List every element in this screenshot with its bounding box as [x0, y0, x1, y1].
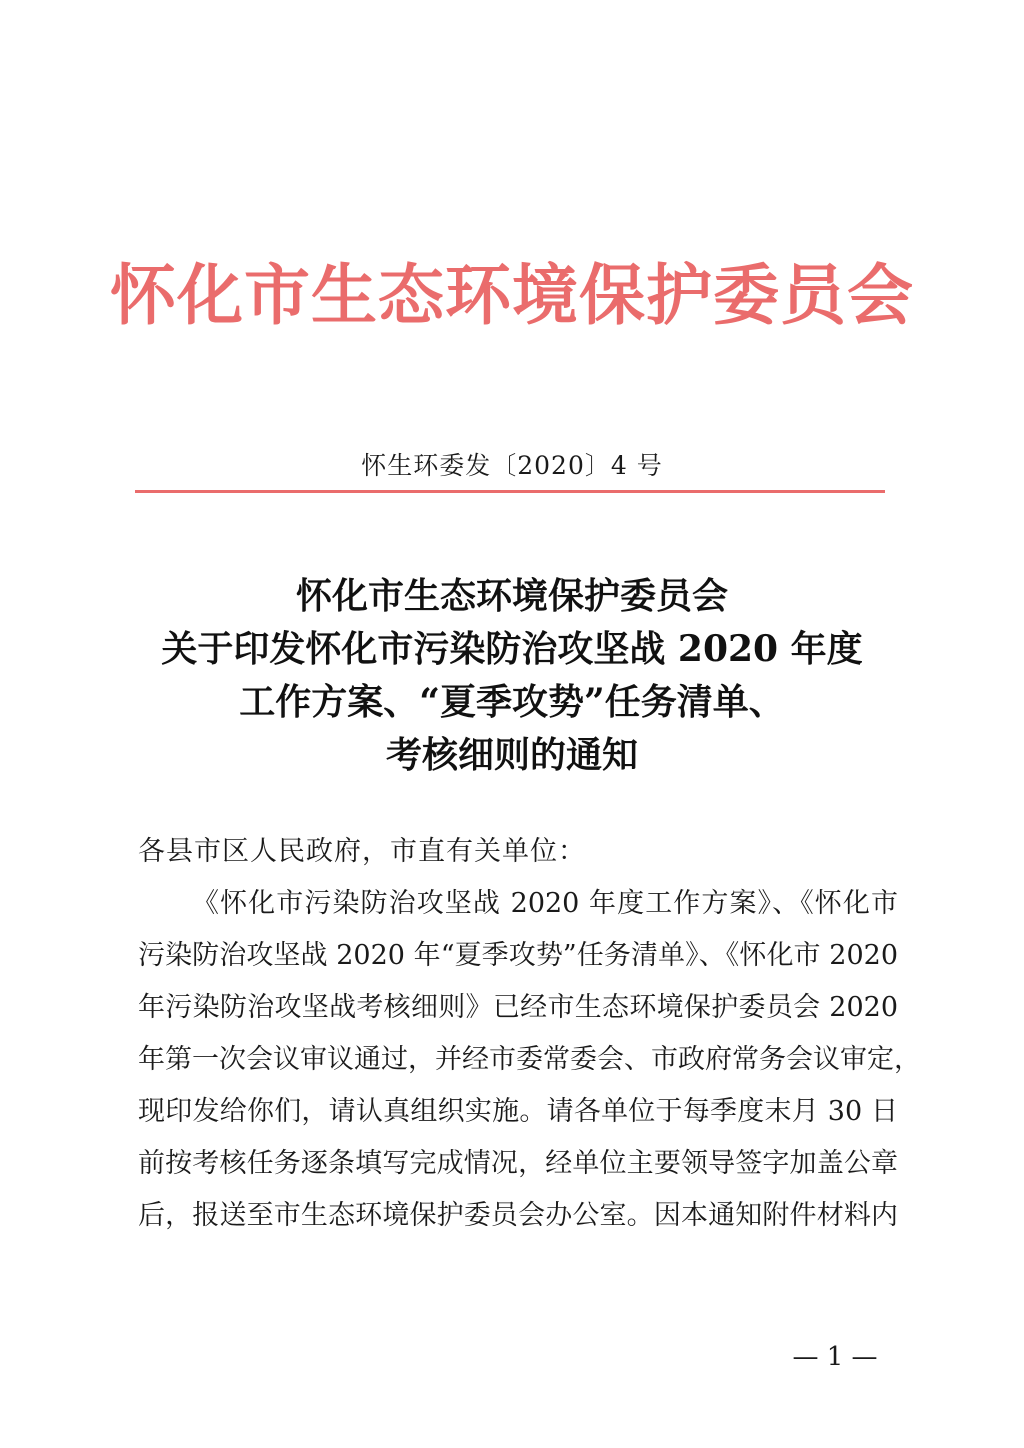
title-line: 考核细则的通知	[385, 734, 638, 776]
page-number: — 1 —	[792, 1342, 878, 1372]
title-line: 怀化市生态环境保护委员会	[295, 575, 728, 617]
body-line: 后，报送至市生态环境保护委员会办公室。因本通知附件材料内	[138, 1200, 898, 1231]
body-text	[138, 826, 921, 1242]
document-title	[60, 570, 964, 782]
red-divider-line	[135, 490, 885, 493]
body-line: 前按考核任务逐条填写完成情况，经单位主要领导签字加盖公章	[138, 1148, 898, 1179]
title-line: 工作方案、“夏季攻势”任务清单、	[239, 681, 785, 723]
salutation: 各县市区人民政府，市直有关单位：	[138, 836, 586, 867]
body-line: 污染防治攻坚战 2020 年“夏季攻势”任务清单》、《怀化市 2020	[138, 940, 898, 971]
body-line: 现印发给你们，请认真组织实施。请各单位于每季度末月 30 日	[138, 1096, 898, 1127]
organization-header: 怀化市生态环境保护委员会	[110, 257, 914, 334]
document-number: 怀生环委发〔2020〕4 号	[361, 451, 663, 480]
title-line: 关于印发怀化市污染防治攻坚战 2020 年度	[161, 628, 863, 670]
body-line: 年污染防治攻坚战考核细则》已经市生态环境保护委员会 2020	[138, 992, 898, 1023]
body-line: 《怀化市污染防治攻坚战 2020 年度工作方案》、《怀化市	[192, 888, 898, 919]
body-line: 年第一次会议审议通过，并经市委常委会、市政府常务会议审定，	[138, 1044, 921, 1075]
